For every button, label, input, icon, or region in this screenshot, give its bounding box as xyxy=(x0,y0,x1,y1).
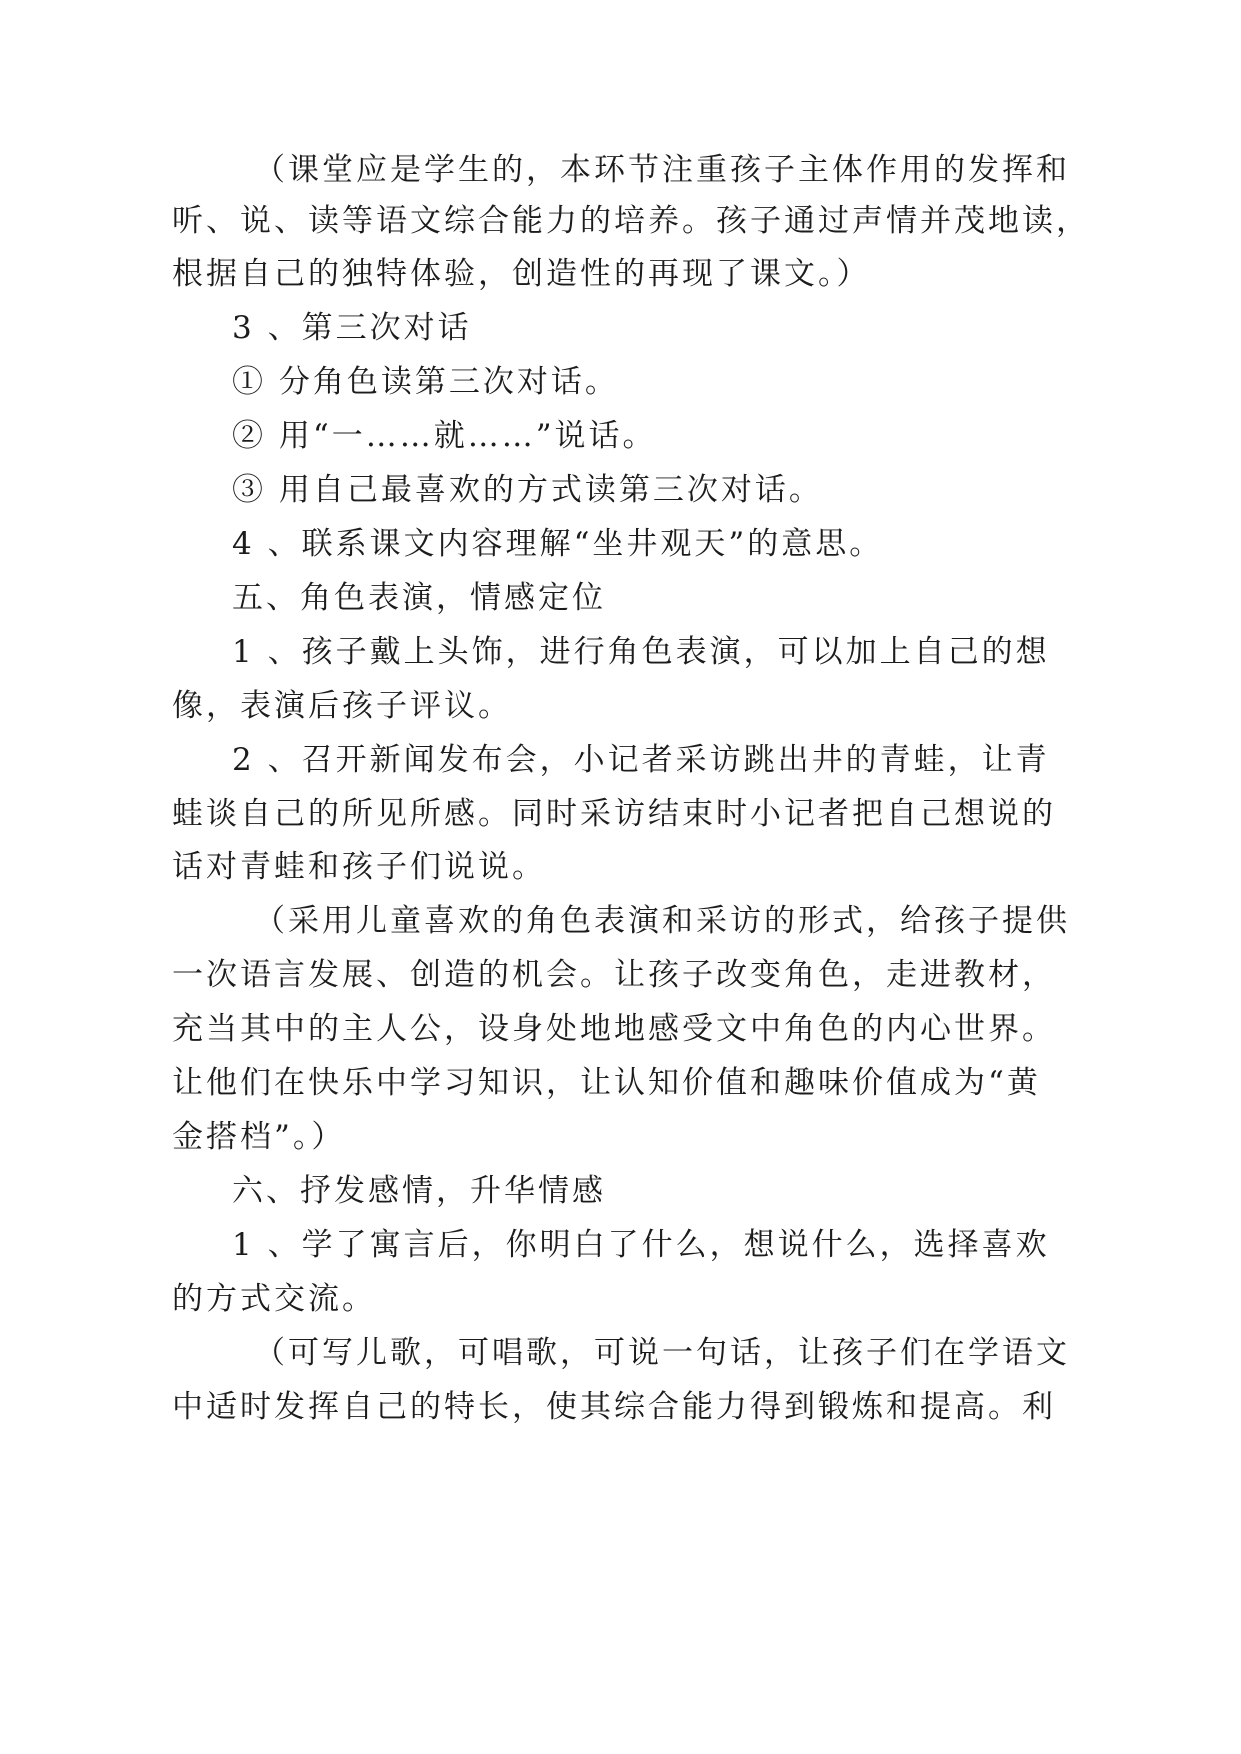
text-line: 话对青蛙和孩子们说说。 xyxy=(172,849,546,885)
text-line: 充当其中的主人公，设身处地地感受文中角色的内心世界。 xyxy=(172,1011,1056,1047)
text-line: 一次语言发展、创造的机会。让孩子改变角色，走进教材， xyxy=(172,957,1056,993)
list-item: ② 用“一……就……”说话。 xyxy=(232,418,657,454)
chapter-heading: 六、抒发感情，升华情感 xyxy=(232,1173,606,1209)
text-line: 根据自己的独特体验，创造性的再现了课文。） xyxy=(172,256,871,292)
text-line: 像，表演后孩子评议。 xyxy=(172,688,512,724)
text-line: 金搭档”。） xyxy=(172,1119,346,1155)
text-line: 2 、召开新闻发布会，小记者采访跳出井的青蛙，让青 xyxy=(232,742,1050,778)
text-line: （课堂应是学生的，本环节注重孩子主体作用的发挥和 xyxy=(254,152,1070,188)
text-line: 中适时发挥自己的特长，使其综合能力得到锻炼和提高。利 xyxy=(172,1389,1056,1425)
list-item: ① 分角色读第三次对话。 xyxy=(232,364,619,400)
text-line: （采用儿童喜欢的角色表演和采访的形式，给孩子提供 xyxy=(254,903,1070,939)
text-line: 的方式交流。 xyxy=(172,1281,376,1317)
text-line: 蛙谈自己的所见所感。同时采访结束时小记者把自己想说的 xyxy=(172,796,1056,832)
section-heading: 3 、第三次对话 xyxy=(232,310,472,346)
text-line: 1 、孩子戴上头饰，进行角色表演，可以加上自己的想 xyxy=(232,634,1050,670)
text-line: 听、说、读等语文综合能力的培养。孩子通过声情并茂地读， xyxy=(172,203,1090,239)
chapter-heading: 五、角色表演，情感定位 xyxy=(232,580,606,616)
text-line: 1 、学了寓言后，你明白了什么，想说什么，选择喜欢 xyxy=(232,1227,1050,1263)
list-item: ③ 用自己最喜欢的方式读第三次对话。 xyxy=(232,472,823,508)
text-line: 让他们在快乐中学习知识，让认知价值和趣味价值成为“黄 xyxy=(172,1065,1041,1101)
section-heading: 4 、联系课文内容理解“坐井观天”的意思。 xyxy=(232,526,884,562)
text-line: （可写儿歌，可唱歌，可说一句话，让孩子们在学语文 xyxy=(254,1335,1070,1371)
